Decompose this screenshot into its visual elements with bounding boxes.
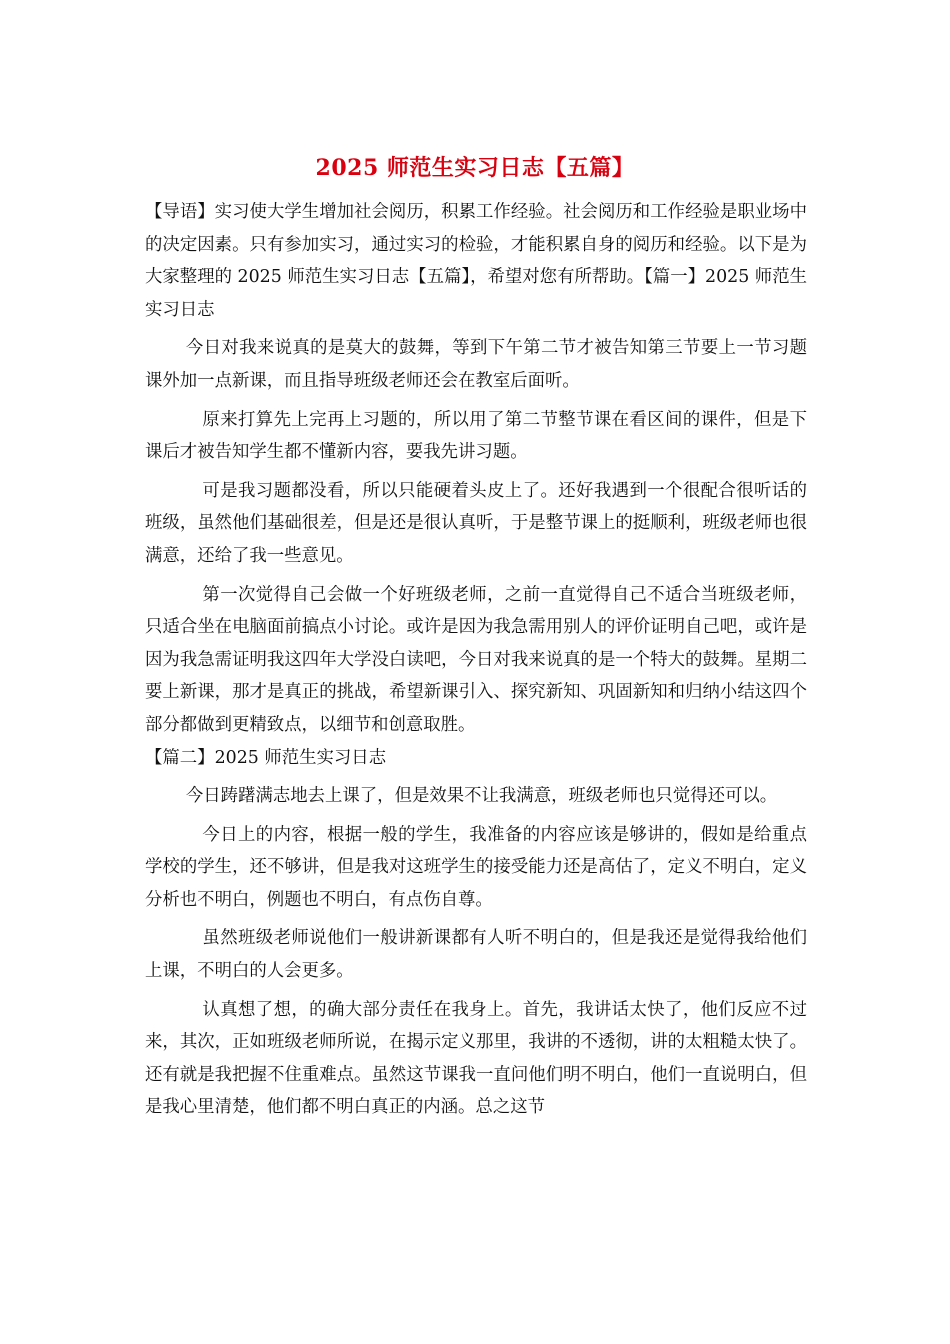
paragraph: 虽然班级老师说他们一般讲新课都有人听不明白的，但是我还是觉得我给他们上课，不明白的人会更多。: [145, 928, 807, 982]
document-body: [145, 196, 807, 1124]
paragraph: 第一次觉得自己会做一个好班级老师，之前一直觉得自己不适合当班级老师，只适合坐在电脑面前搞点小讨论。或许是因为我急需用别人的评价证明自己吧，或许是因为我急需证明我这四年大学没白读吧，今日对我来说真的是一个特大的鼓舞。星期二要上新课，那才是真正的挑战，希望新课引入、探究新知、巩固新知和归纳小结这四个部分都做到更精致点，以细节和创意取胜。: [145, 584, 807, 735]
section-heading: 【篇二】2025 师范生实习日志: [145, 747, 387, 768]
paragraph: 今日上的内容，根据一般的学生，我准备的内容应该是够讲的，假如是给重点学校的学生，还不够讲，但是我对这班学生的接受能力还是高估了，定义不明白，定义分析也不明白，例题也不明白，有点伤自尊。: [145, 824, 807, 910]
paragraph-intro: 【导语】实习使大学生增加社会阅历，积累工作经验。社会阅历和工作经验是职业场中的决定因素。只有参加实习，通过实习的检验，才能积累自身的阅历和经验。以下是为大家整理的 2025 师范生实习日志【五篇】，希望对您有所帮助。【篇一】2025 师范生实习日志: [145, 202, 807, 320]
paragraph: 可是我习题都没看，所以只能硬着头皮上了。还好我遇到一个很配合很听话的班级，虽然他们基础很差，但是还是很认真听，于是整节课上的挺顺利，班级老师也很满意，还给了我一些意见。: [145, 480, 807, 566]
paragraph: 今日踌躇满志地去上课了，但是效果不让我满意，班级老师也只觉得还可以。: [185, 786, 778, 807]
paragraph: 原来打算先上完再上习题的，所以用了第二节整节课在看区间的课件，但是下课后才被告知学生都不懂新内容，要我先讲习题。: [145, 409, 807, 463]
paragraph: 认真想了想，的确大部分责任在我身上。首先，我讲话太快了，他们反应不过来，其次，正如班级老师所说，在揭示定义那里，我讲的不透彻，讲的太粗糙太快了。还有就是我把握不住重难点。虽然这节课我一直问他们明不明白，他们一直说明白，但是我心里清楚，他们都不明白真正的内涵。总之这节: [145, 999, 807, 1118]
document-title: 2025 师范生实习日志【五篇】: [315, 155, 635, 181]
paragraph: 今日对我来说真的是莫大的鼓舞，等到下午第二节才被告知第三节要上一节习题课外加一点新课，而且指导班级老师还会在教室后面听。: [145, 338, 807, 391]
